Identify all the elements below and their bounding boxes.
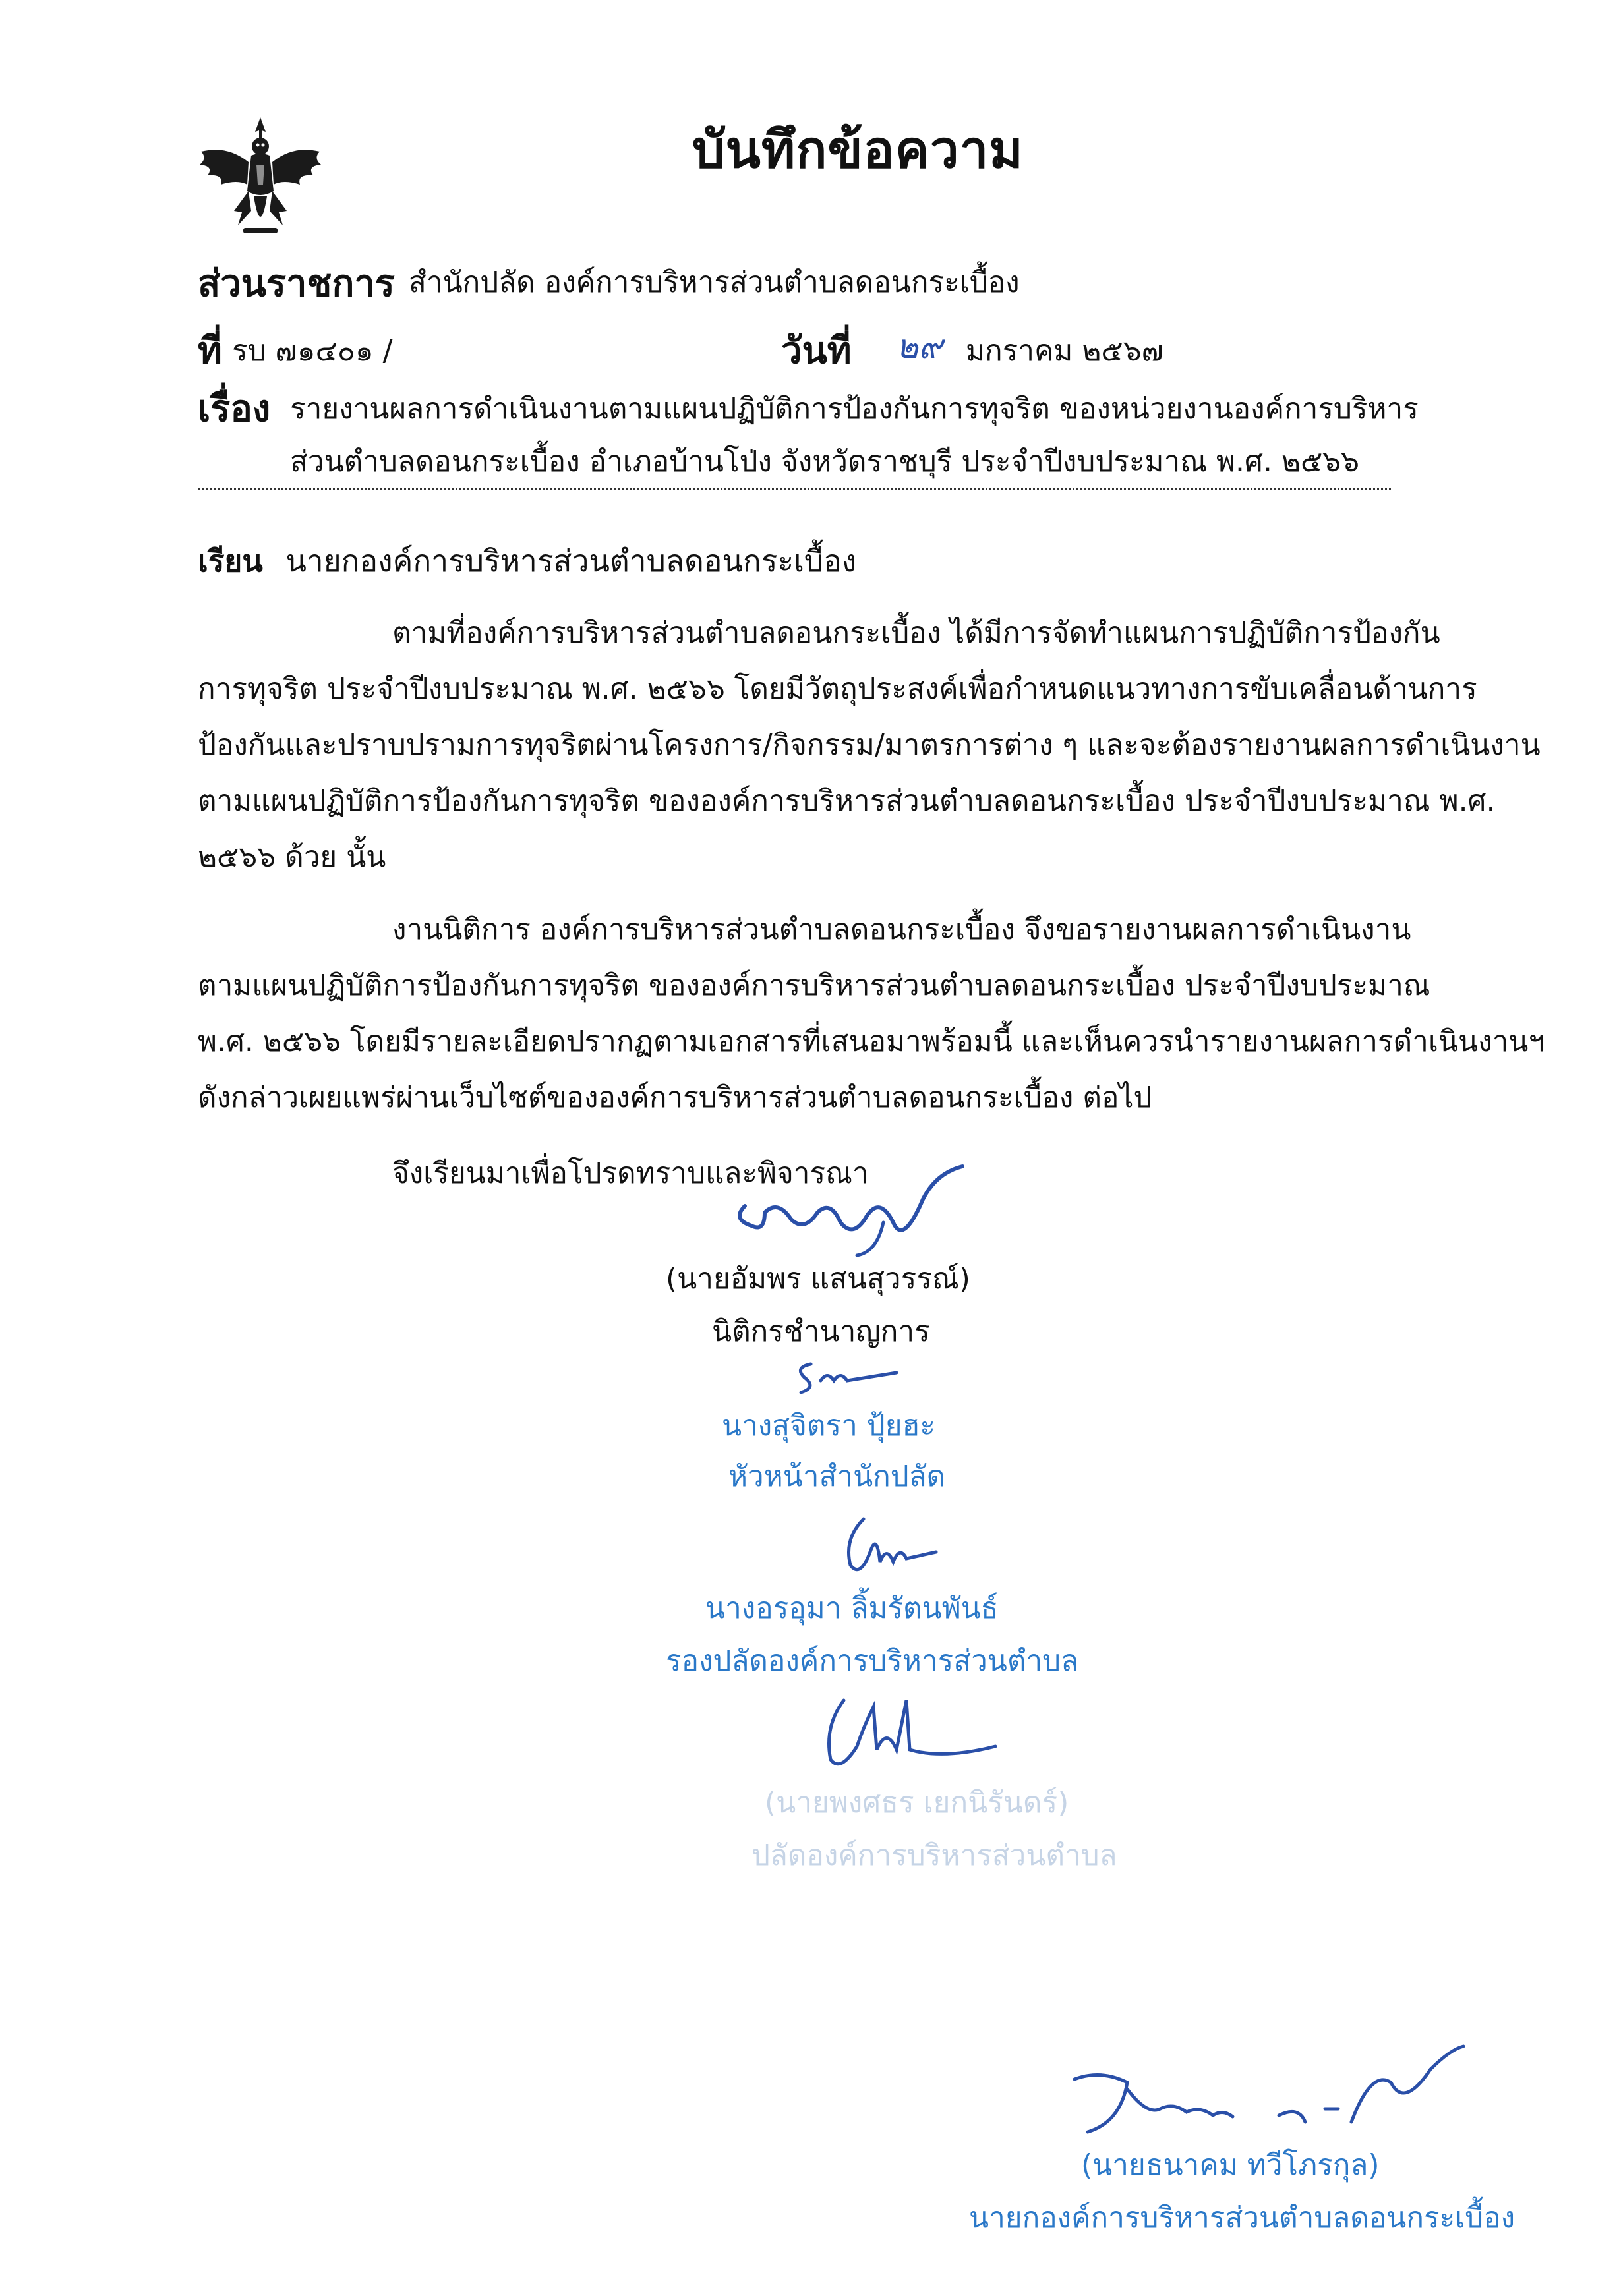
signature-3-name: นางอรอุมา ลิ้มรัตนพันธ์: [705, 1592, 999, 1625]
signature-5-title: นายกองค์การบริหารส่วนตำบลดอนกระเบื้อง: [969, 2201, 1516, 2235]
signature-2-title: หัวหน้าสำนักปลัด: [728, 1460, 946, 1493]
para2-line-3: พ.ศ. ๒๕๖๖ โดยมีรายละเอียดปรากฏตามเอกสารที่เสนอมาพร้อมนี้ และเห็นควรนำรายงานผลการดำเนินงานฯ: [198, 1025, 1545, 1058]
para1-line-1: ตามที่องค์การบริหารส่วนตำบลดอนกระเบื้อง ได้มีการจัดทำแผนการปฏิบัติการป้องกัน: [392, 616, 1440, 650]
signature-5-mark: [1061, 2043, 1470, 2142]
signature-2-name: นางสุจิตรา ปุ้ยฮะ: [722, 1409, 936, 1443]
para1-line-4: ตามแผนปฏิบัติการป้องกันการทุจริต ขององค์การบริหารส่วนตำบลดอนกระเบื้อง ประจำปีงบประมาณ พ.ศ.: [198, 784, 1496, 818]
para1-line-2: การทุจริต ประจำปีงบประมาณ พ.ศ. ๒๕๖๖ โดยมีวัตถุประสงค์เพื่อกำหนดแนวทางการขับเคลื่อนด้านการ: [198, 672, 1477, 706]
signature-1-name: (นายอัมพร แสนสุวรรณ์): [666, 1262, 970, 1296]
para2-line-1: งานนิติการ องค์การบริหารส่วนตำบลดอนกระเบื้อง จึงขอรายงานผลการดำเนินงาน: [392, 913, 1411, 946]
signature-5-name: (นายธนาคม ทวีโภรกุล): [1081, 2148, 1380, 2182]
reference-label: ที่: [198, 330, 222, 372]
para1-line-3: ป้องกันและปราบปรามการทุจริตผ่านโครงการ/กิจกรรม/มาตรการต่าง ๆ และจะต้องรายงานผลการดำเนินงาน: [198, 728, 1541, 762]
signature-4-name: (นายพงศธร เยกนิรันดร์): [765, 1786, 1069, 1820]
para2-line-2: ตามแผนปฏิบัติการป้องกันการทุจริต ขององค์การบริหารส่วนตำบลดอนกระเบื้อง ประจำปีงบประมาณ: [198, 969, 1430, 1002]
signature-1-title: นิติกรชำนาญการ: [712, 1315, 930, 1348]
signature-1-mark: [725, 1160, 976, 1259]
memo-title: บันทึกข้อความ: [692, 121, 1024, 180]
department-value: สำนักปลัด องค์การบริหารส่วนตำบลดอนกระเบื้อง: [409, 266, 1020, 299]
addressee: [198, 537, 856, 585]
date-label: วันที่: [781, 330, 852, 372]
addressee-label: เรียน: [198, 543, 263, 579]
subject-line-2: ส่วนตำบลดอนกระเบื้อง อำเภอบ้านโป่ง จังหวัดราชบุรี ประจำปีงบประมาณ พ.ศ. ๒๕๖๖: [290, 445, 1360, 478]
department-label: ส่วนราชการ: [198, 262, 395, 305]
signature-3-title: รองปลัดองค์การบริหารส่วนตำบล: [666, 1644, 1079, 1678]
header-divider: [198, 488, 1391, 490]
addressee-value: นายกองค์การบริหารส่วนตำบลดอนกระเบื้อง: [285, 543, 857, 579]
signature-2-mark: [791, 1354, 903, 1400]
subject-label: เรื่อง: [198, 387, 271, 430]
para2-line-4: ดังกล่าวเผยแพร่ผ่านเว็บไซต์ขององค์การบริหารส่วนตำบลดอนกระเบื้อง ต่อไป: [198, 1081, 1152, 1114]
date-value: มกราคม ๒๕๖๗: [966, 334, 1163, 368]
para1-line-5: ๒๕๖๖ ด้วย นั้น: [198, 840, 386, 874]
subject-line-1: รายงานผลการดำเนินงานตามแผนปฏิบัติการป้องกันการทุจริต ของหน่วยงานองค์การบริหาร: [290, 392, 1419, 426]
reference-value: รบ ๗๑๔๐๑ /: [232, 334, 393, 368]
garuda-emblem: [188, 112, 333, 244]
signature-3-mark: [837, 1512, 943, 1585]
closing-line: จึงเรียนมาเพื่อโปรดทราบและพิจารณา: [392, 1157, 869, 1190]
signature-4-mark: [811, 1687, 1002, 1779]
signature-4-title: ปลัดองค์การบริหารส่วนตำบล: [751, 1839, 1117, 1872]
date-day-handwritten: ๒๙: [897, 328, 943, 366]
